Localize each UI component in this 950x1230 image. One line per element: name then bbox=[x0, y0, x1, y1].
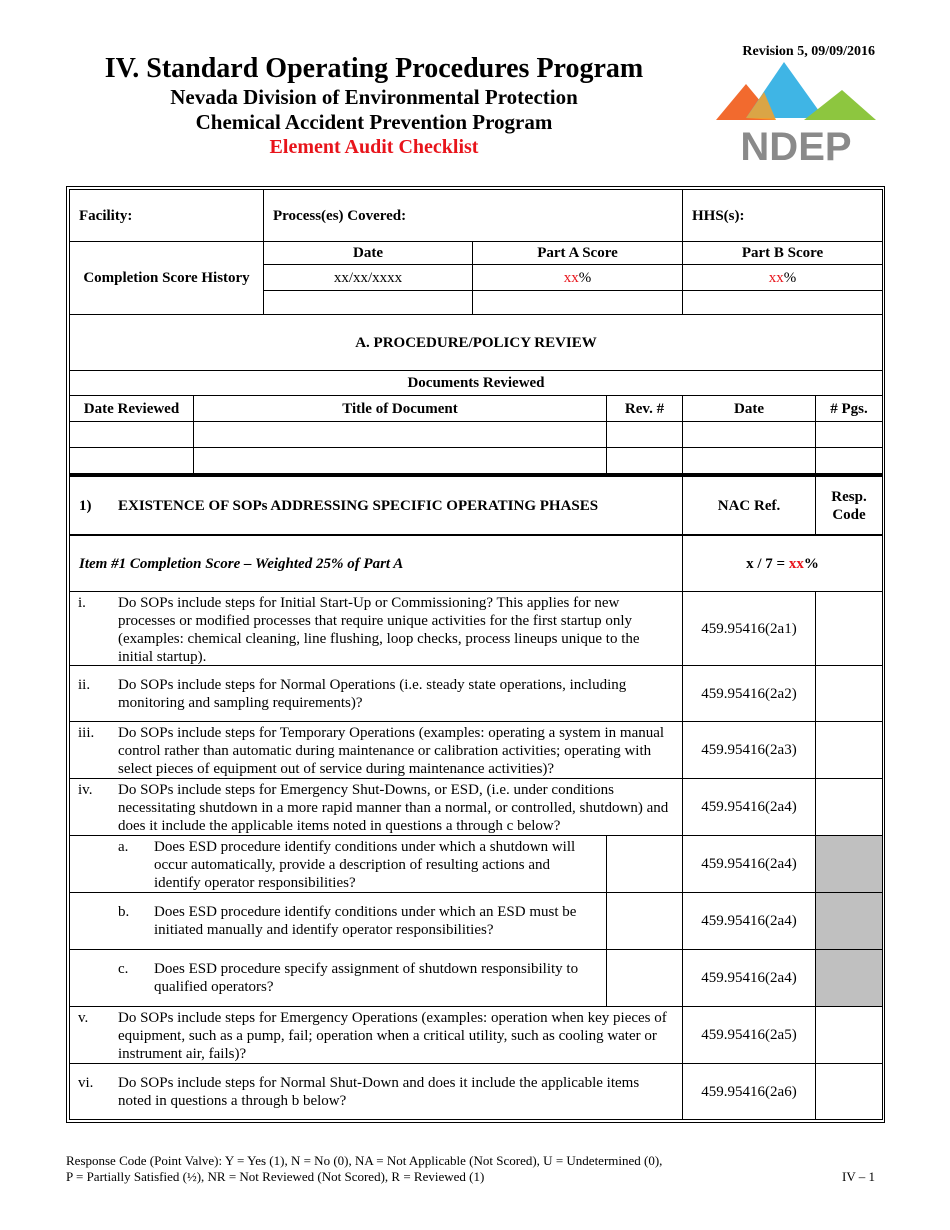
legend-line-1: Response Code (Point Valve): Y = Yes (1), N = No (0), NA = Not Applicable (Not Scored), U = Undetermined (0), bbox=[66, 1153, 663, 1168]
page-number: IV – 1 bbox=[842, 1169, 875, 1184]
question-number: i. bbox=[78, 595, 86, 611]
item1-title: EXISTENCE OF SOPs ADDRESSING SPECIFIC OPERATING PHASES bbox=[118, 497, 599, 514]
process-label: Process(es) Covered: bbox=[263, 189, 683, 242]
doc-cell bbox=[69, 421, 194, 448]
doc-cell bbox=[815, 447, 883, 474]
nac-ref: 459.95416(2a4) bbox=[682, 949, 816, 1007]
question-text: Does ESD procedure specify assignment of shutdown responsibility to qualified operators? bbox=[154, 961, 579, 995]
parta-percent: % bbox=[578, 269, 592, 286]
col-pages: # Pgs. bbox=[815, 395, 883, 422]
history-date-header: Date bbox=[263, 241, 473, 265]
nac-ref: 459.95416(2a5) bbox=[682, 1006, 816, 1064]
nac-ref: 459.95416(2a3) bbox=[682, 721, 816, 779]
doc-cell bbox=[606, 447, 683, 474]
subquestion-blank bbox=[606, 835, 683, 893]
resp-code-line2: Code bbox=[832, 506, 866, 523]
nac-ref: 459.95416(2a1) bbox=[682, 591, 816, 666]
completion-history-label: Completion Score History bbox=[69, 241, 264, 315]
subquestion-blank bbox=[606, 892, 683, 950]
doc-cell bbox=[682, 421, 816, 448]
question-number: iii. bbox=[78, 725, 95, 741]
nac-ref: 459.95416(2a4) bbox=[682, 835, 816, 893]
history-parta-cell bbox=[472, 264, 683, 291]
response-code-cell-disabled bbox=[815, 949, 883, 1007]
nac-ref-header: NAC Ref. bbox=[682, 474, 816, 535]
question-row bbox=[69, 721, 683, 779]
question-text: Do SOPs include steps for Emergency Operations (examples: operation when key pieces of equipment, such as a pump, fail; operation when a critical utility, such as cooling water or instrument air, fails)? bbox=[118, 1010, 667, 1062]
response-code-cell-disabled bbox=[815, 835, 883, 893]
history-partb-header: Part B Score bbox=[682, 241, 883, 265]
title-block bbox=[60, 53, 688, 159]
item1-score-cell bbox=[682, 534, 883, 592]
partb-percent: % bbox=[783, 269, 797, 286]
logo-mountain-green bbox=[804, 90, 876, 120]
score-prefix: x / 7 = bbox=[746, 555, 786, 572]
documents-reviewed-title: Documents Reviewed bbox=[69, 370, 883, 396]
response-code-cell-disabled bbox=[815, 892, 883, 950]
doc-cell bbox=[815, 421, 883, 448]
response-code-cell[interactable] bbox=[815, 665, 883, 722]
question-number: v. bbox=[78, 1010, 89, 1026]
response-code-cell[interactable] bbox=[815, 591, 883, 666]
question-number: a. bbox=[118, 839, 129, 855]
response-code-cell[interactable] bbox=[815, 1063, 883, 1120]
question-row bbox=[69, 665, 683, 722]
question-text: Do SOPs include steps for Normal Operations (i.e. steady state operations, including monitoring and sampling requirements)? bbox=[118, 677, 627, 711]
question-text: Do SOPs include steps for Emergency Shut-Downs, or ESD, (i.e. under conditions necessitating shutdown in a more rapid manner than a normal, or controlled, shutdown) and does it include the applicable items noted in questions a through c below? bbox=[118, 782, 669, 834]
partb-score: xx bbox=[768, 269, 784, 286]
question-number: b. bbox=[118, 904, 130, 920]
col-title-of-document: Title of Document bbox=[193, 395, 607, 422]
resp-code-header bbox=[815, 474, 883, 535]
col-rev: Rev. # bbox=[606, 395, 683, 422]
question-number: c. bbox=[118, 961, 129, 977]
subquestion-blank bbox=[606, 949, 683, 1007]
question-text: Do SOPs include steps for Normal Shut-Down and does it include the applicable items noted in questions a through b below? bbox=[118, 1075, 640, 1109]
question-number: vi. bbox=[78, 1075, 94, 1091]
score-suffix: % bbox=[803, 555, 819, 572]
history-empty-cell bbox=[472, 290, 683, 315]
nac-ref: 459.95416(2a2) bbox=[682, 665, 816, 722]
ndep-logo bbox=[712, 58, 880, 166]
program-name: Chemical Accident Prevention Program bbox=[195, 110, 553, 134]
doc-cell bbox=[606, 421, 683, 448]
doc-cell bbox=[193, 447, 607, 474]
agency-name: Nevada Division of Environmental Protection bbox=[170, 85, 578, 109]
nac-ref: 459.95416(2a4) bbox=[682, 778, 816, 836]
history-empty-cell bbox=[682, 290, 883, 315]
logo-text: NDEP bbox=[740, 125, 852, 166]
response-code-cell[interactable] bbox=[815, 778, 883, 836]
question-row bbox=[69, 778, 683, 836]
item1-score-label: Item #1 Completion Score – Weighted 25% of Part A bbox=[69, 534, 683, 592]
doc-cell bbox=[193, 421, 607, 448]
revision-label: Revision 5, 09/09/2016 bbox=[742, 44, 875, 59]
legend-line-2: P = Partially Satisfied (½), NR = Not Reviewed (Not Scored), R = Reviewed (1) bbox=[66, 1169, 485, 1184]
question-number: iv. bbox=[78, 782, 93, 798]
col-date: Date bbox=[682, 395, 816, 422]
question-row bbox=[69, 1006, 683, 1064]
facility-label: Facility: bbox=[69, 189, 264, 242]
score-value: xx bbox=[788, 555, 804, 572]
history-partb-cell bbox=[682, 264, 883, 291]
history-parta-header: Part A Score bbox=[472, 241, 683, 265]
question-text: Does ESD procedure identify conditions under which a shutdown will occur automatically, provide a description of resulting actions and identify operator responsibilities? bbox=[154, 839, 576, 891]
checklist-name: Element Audit Checklist bbox=[269, 136, 479, 158]
response-code-legend bbox=[66, 1153, 886, 1185]
subquestion-row bbox=[69, 835, 607, 893]
page-title: IV. Standard Operating Procedures Program bbox=[104, 53, 644, 84]
response-code-cell[interactable] bbox=[815, 721, 883, 779]
doc-cell bbox=[682, 447, 816, 474]
question-number: ii. bbox=[78, 677, 91, 693]
question-row bbox=[69, 1063, 683, 1120]
response-code-cell[interactable] bbox=[815, 1006, 883, 1064]
hhs-label: HHS(s): bbox=[682, 189, 883, 242]
col-date-reviewed: Date Reviewed bbox=[69, 395, 194, 422]
question-text: Does ESD procedure identify conditions under which an ESD must be initiated manually and identify operator responsibilities? bbox=[154, 904, 577, 938]
resp-code-line1: Resp. bbox=[831, 488, 867, 505]
question-text: Do SOPs include steps for Initial Start-Up or Commissioning? This applies for new processes or modified processes that require unique activities for the first startup only (examples: chemical cleaning, line flushing, loop checks, process lineups unique to the initial startup). bbox=[118, 595, 640, 665]
question-text: Do SOPs include steps for Temporary Operations (examples: operating a system in manual control rather than automatic during maintenance or calibration activities; operating with select pieces of equipment out of service during maintenance activities)? bbox=[118, 725, 665, 777]
doc-cell bbox=[69, 447, 194, 474]
history-date-value: xx/xx/xxxx bbox=[263, 264, 473, 291]
parta-score: xx bbox=[563, 269, 579, 286]
subquestion-row bbox=[69, 892, 607, 950]
history-empty-cell bbox=[263, 290, 473, 315]
question-row bbox=[69, 591, 683, 666]
nac-ref: 459.95416(2a4) bbox=[682, 892, 816, 950]
item1-header bbox=[69, 474, 683, 535]
checklist-table bbox=[66, 186, 885, 1123]
item1-number: 1) bbox=[79, 497, 92, 514]
subquestion-row bbox=[69, 949, 607, 1007]
section-a-title: A. PROCEDURE/POLICY REVIEW bbox=[69, 314, 883, 371]
nac-ref: 459.95416(2a6) bbox=[682, 1063, 816, 1120]
